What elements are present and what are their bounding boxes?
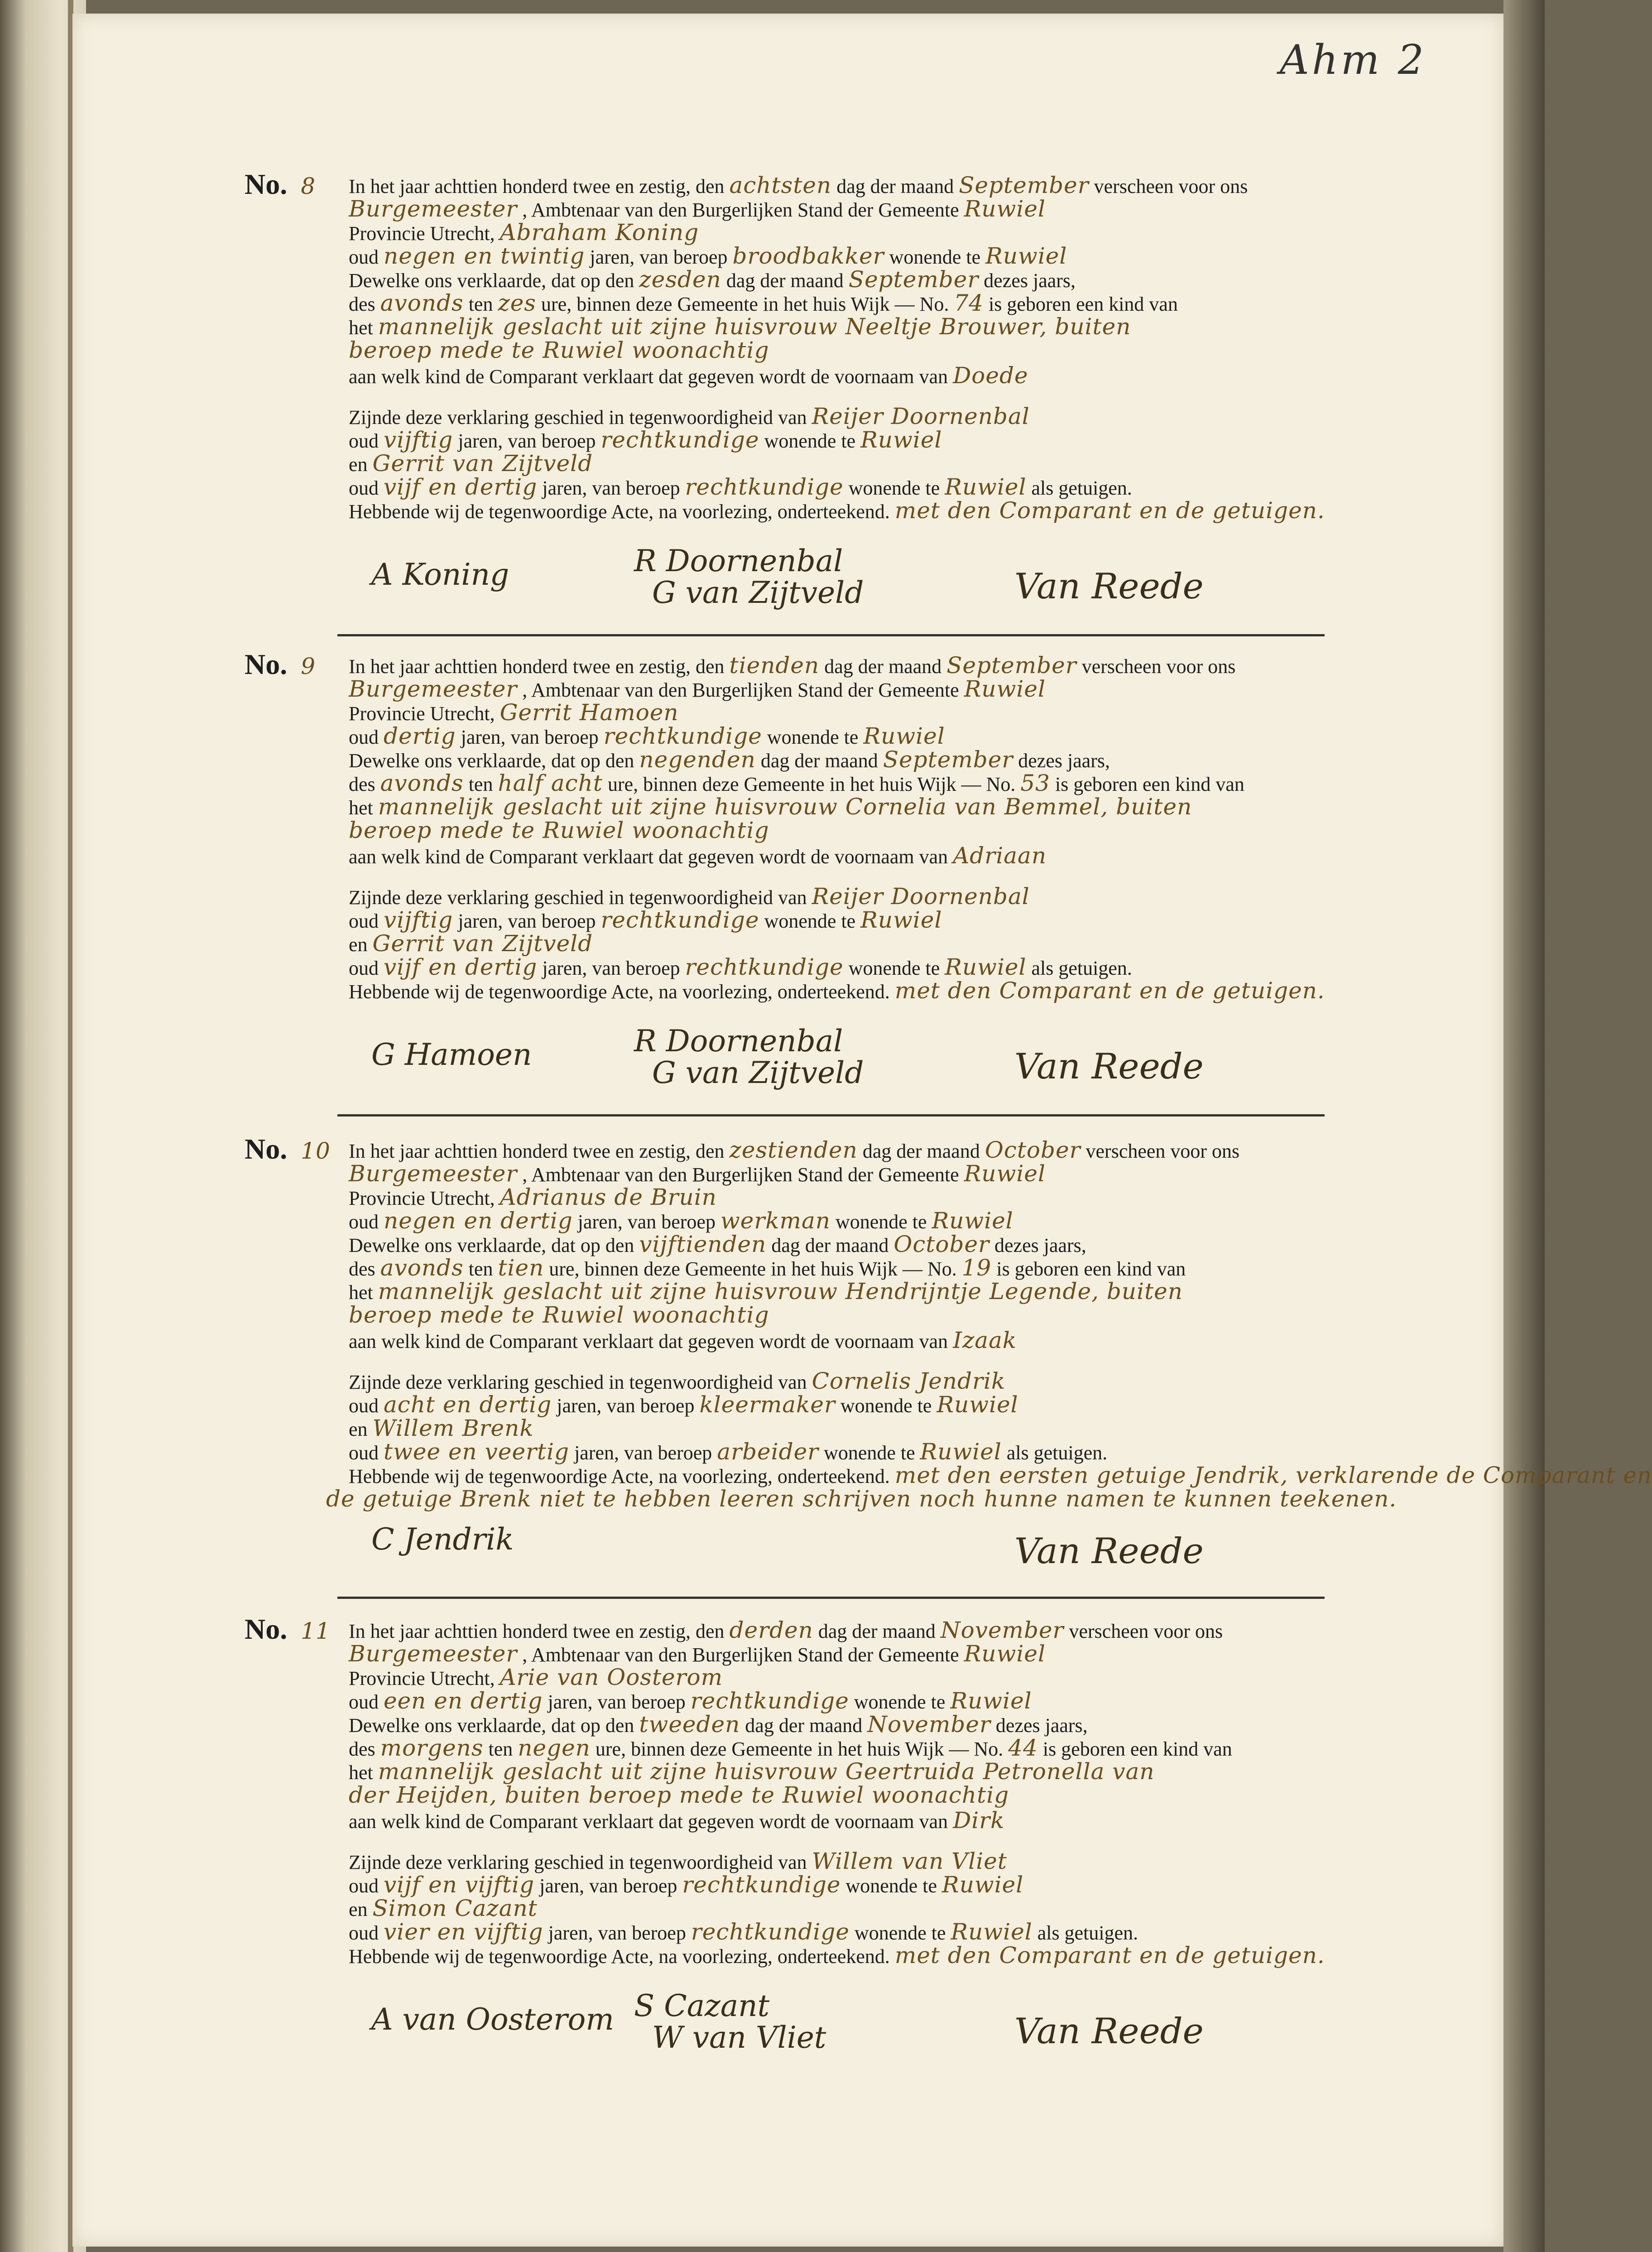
printed-text: oud — [349, 430, 379, 452]
house-number: 53 — [1020, 770, 1050, 796]
birth-month: November — [867, 1711, 991, 1737]
entry-separator — [337, 1597, 1325, 1599]
printed-text: en — [349, 1898, 368, 1920]
father-residence: Ruwiel — [932, 1208, 1013, 1234]
witness-1-age: vijftig — [384, 907, 453, 933]
mother-details-cont: beroep mede te Ruwiel woonachtig — [349, 337, 769, 363]
day-word: derden — [729, 1617, 813, 1643]
printed-text: — No. — [894, 293, 949, 315]
witness-2-name: Gerrit van Zijtveld — [372, 930, 593, 957]
time-of-day: avonds — [380, 770, 464, 796]
municipality: Ruwiel — [964, 1641, 1046, 1667]
printed-text: jaren, van beroep — [574, 1442, 712, 1464]
witness-2-residence: Ruwiel — [951, 1919, 1032, 1945]
father-residence: Ruwiel — [985, 243, 1067, 269]
witness-2-age: twee en veertig — [384, 1439, 570, 1465]
printed-text: als getuigen. — [1006, 1442, 1108, 1464]
municipality: Ruwiel — [964, 1160, 1046, 1187]
month: September — [946, 652, 1077, 678]
child-name: Dirk — [953, 1807, 1005, 1833]
printed-text: oud — [349, 726, 379, 748]
printed-text: als getuigen. — [1031, 477, 1132, 499]
printed-text: wonende te — [764, 430, 856, 452]
closing-note: met den Comparant en de getuigen. — [894, 977, 1325, 1004]
printed-text: In het jaar achttien honderd twee en zestig, den — [349, 1140, 725, 1162]
printed-text: is geboren een kind van — [1055, 773, 1244, 795]
time-of-day: morgens — [380, 1735, 484, 1761]
printed-text: verscheen voor ons — [1081, 655, 1236, 678]
birth-hour: half acht — [498, 770, 603, 796]
signature-official: Van Reede — [1014, 566, 1204, 607]
entry-separator — [337, 1114, 1325, 1116]
birth-hour: tien — [498, 1255, 544, 1281]
closing-note: met den Comparant en de getuigen. — [894, 497, 1325, 524]
printed-text: dezes jaars, — [994, 1234, 1086, 1256]
printed-text: oud — [349, 477, 379, 499]
printed-text: jaren, van beroep — [557, 1395, 695, 1417]
father-name: Adrianus de Bruin — [499, 1184, 717, 1210]
witness-2-age: vijf en dertig — [384, 474, 538, 500]
signature-official: Van Reede — [1014, 1046, 1204, 1087]
father-age: een en dertig — [384, 1688, 543, 1714]
father-residence: Ruwiel — [863, 723, 945, 749]
printed-text: dezes jaars, — [984, 269, 1076, 292]
printed-text: Provincie Utrecht, — [349, 703, 495, 725]
printed-text: In het jaar achttien honderd twee en zestig, den — [349, 655, 725, 678]
father-occupation: werkman — [720, 1208, 831, 1234]
printed-text: het — [349, 1281, 373, 1304]
printed-text: Hebbende wij de tegenwoordige Acte, na voorlezing, onderteekend. — [349, 981, 890, 1003]
printed-text: jaren, van beroep — [577, 1211, 716, 1233]
printed-text: als getuigen. — [1037, 1922, 1138, 1944]
printed-text: Zijnde deze verklaring geschied in tegenwoordigheid van — [349, 1371, 807, 1393]
signature-witness-2: G van Zijtveld — [652, 575, 864, 610]
printed-text: oud — [349, 910, 379, 932]
witness-1-occupation: rechtkundige — [682, 1872, 841, 1898]
mother-details-cont: der Heijden, buiten beroep mede te Ruwiel woonachtig — [349, 1782, 1009, 1808]
signature-official: Van Reede — [1014, 2011, 1204, 2052]
printed-text: aan welk kind de Comparant verklaart dat gegeven wordt de voornaam van — [349, 366, 948, 388]
witness-1-occupation: kleermaker — [699, 1391, 836, 1418]
printed-text: jaren, van beroep — [539, 1875, 677, 1897]
printed-text: wonende te — [835, 1211, 927, 1233]
witness-2-name: Gerrit van Zijtveld — [372, 450, 593, 476]
child-name: Adriaan — [953, 842, 1047, 869]
signature-official: Van Reede — [1014, 1531, 1204, 1572]
printed-text: Dewelke ons verklaarde, dat op den — [349, 1714, 634, 1737]
father-name: Gerrit Hamoen — [499, 699, 679, 726]
birth-hour: negen — [518, 1735, 591, 1761]
printed-text: oud — [349, 1211, 379, 1233]
witness-1-name: Reijer Doornenbal — [812, 883, 1030, 909]
printed-text: wonende te — [848, 477, 940, 499]
child-name: Doede — [953, 362, 1028, 389]
printed-text: dag der maand — [836, 175, 954, 197]
printed-text: Dewelke ons verklaarde, dat op den — [349, 1234, 634, 1256]
witness-1-residence: Ruwiel — [860, 907, 942, 933]
witness-1-name: Willem van Vliet — [812, 1848, 1007, 1874]
printed-text: oud — [349, 1442, 379, 1464]
birth-month: September — [883, 746, 1013, 773]
entry-number: No. 11 — [245, 1613, 331, 1645]
time-of-day: avonds — [380, 1255, 464, 1281]
printed-text: is geboren een kind van — [989, 293, 1178, 315]
printed-text: is geboren een kind van — [1042, 1738, 1232, 1760]
day-word: achtsten — [729, 172, 832, 198]
mother-details: mannelijk geslacht uit zijne huisvrouw Neeltje Brouwer, buiten — [378, 313, 1131, 340]
printed-text: en — [349, 934, 368, 956]
printed-text: jaren, van beroep — [548, 1922, 686, 1944]
witness-2-occupation: rechtkundige — [691, 1919, 850, 1945]
printed-text: des — [349, 773, 375, 795]
witness-2-residence: Ruwiel — [920, 1439, 1002, 1465]
mother-details-cont: beroep mede te Ruwiel woonachtig — [349, 1302, 769, 1328]
witness-2-age: vijf en dertig — [384, 954, 538, 980]
printed-text: Provincie Utrecht, — [349, 222, 495, 245]
house-number: 19 — [961, 1255, 992, 1281]
signature-witness-1: R Doornenbal — [634, 544, 843, 578]
printed-text: wonende te — [845, 1875, 937, 1897]
printed-text: Dewelke ons verklaarde, dat op den — [349, 269, 634, 292]
printed-text: Hebbende wij de tegenwoordige Acte, na voorlezing, onderteekend. — [349, 1465, 890, 1487]
printed-text: dag der maand — [824, 655, 942, 678]
printed-text: dag der maand — [760, 750, 878, 772]
printed-text: wonende te — [848, 957, 940, 979]
printed-text: ure, binnen deze Gemeente in het huis Wijk — [541, 293, 890, 315]
birth-day: negenden — [639, 746, 756, 773]
birth-day: zesden — [639, 266, 721, 293]
witness-2-age: vier en vijftig — [384, 1919, 543, 1945]
printed-text: is geboren een kind van — [996, 1258, 1186, 1280]
signature-declarant: G Hamoen — [371, 1037, 532, 1072]
printed-text: , Ambtenaar van den Burgerlijken Stand der Gemeente — [522, 679, 959, 701]
printed-text: oud — [349, 1875, 379, 1897]
printed-text: ten — [468, 1258, 493, 1280]
printed-text: ure, binnen deze Gemeente in het huis Wijk — [607, 773, 956, 795]
printed-text: dezes jaars, — [995, 1714, 1088, 1737]
month: November — [940, 1617, 1064, 1643]
witness-1-residence: Ruwiel — [860, 427, 942, 453]
birth-month: October — [893, 1231, 990, 1257]
witness-1-residence: Ruwiel — [942, 1872, 1024, 1898]
printed-text: jaren, van beroep — [458, 910, 596, 932]
father-occupation: broodbakker — [732, 243, 884, 269]
printed-text: ure, binnen deze Gemeente in het huis Wijk — [595, 1738, 944, 1760]
printed-text: dag der maand — [726, 269, 844, 292]
printed-text: ure, binnen deze Gemeente in het huis Wijk — [549, 1258, 898, 1280]
printed-text: jaren, van beroep — [542, 957, 680, 979]
witness-2-residence: Ruwiel — [945, 474, 1027, 500]
printed-text: Provincie Utrecht, — [349, 1187, 495, 1209]
printed-text: verscheen voor ons — [1085, 1140, 1240, 1162]
witness-1-occupation: rechtkundige — [600, 907, 759, 933]
witness-1-name: Cornelis Jendrik — [812, 1368, 1006, 1394]
father-age: negen en dertig — [384, 1208, 573, 1234]
birth-month: September — [848, 266, 979, 293]
printed-text: dag der maand — [771, 1234, 889, 1256]
closing-note-cont: de getuige Brenk niet te hebben leeren schrijven noch hunne namen te kunnen teekenen. — [326, 1486, 1397, 1512]
official-title: Burgemeester — [349, 196, 518, 222]
printed-text: en — [349, 453, 368, 476]
printed-text: — No. — [902, 1258, 957, 1280]
printed-text: ten — [468, 773, 493, 795]
time-of-day: avonds — [380, 290, 464, 316]
witness-2-name: Willem Brenk — [372, 1415, 534, 1441]
house-number: 74 — [954, 290, 984, 316]
printed-text: — No. — [961, 773, 1016, 795]
printed-text: Dewelke ons verklaarde, dat op den — [349, 750, 634, 772]
printed-text: oud — [349, 246, 379, 268]
printed-text: In het jaar achttien honderd twee en zestig, den — [349, 1620, 725, 1642]
birth-hour: zes — [498, 290, 537, 316]
witness-1-age: acht en dertig — [384, 1391, 552, 1418]
book-edge — [1503, 0, 1545, 2252]
signature-declarant: C Jendrik — [371, 1522, 514, 1557]
printed-text: jaren, van beroep — [590, 246, 728, 268]
entry-number: No. 8 — [245, 168, 316, 200]
printed-text: verscheen voor ons — [1094, 175, 1248, 197]
witness-1-name: Reijer Doornenbal — [812, 403, 1030, 429]
signature-declarant: A Koning — [371, 557, 509, 592]
printed-text: Provincie Utrecht, — [349, 1667, 495, 1689]
printed-text: Hebbende wij de tegenwoordige Acte, na voorlezing, onderteekend. — [349, 500, 890, 523]
printed-text: Zijnde deze verklaring geschied in tegenwoordigheid van — [349, 886, 807, 909]
entry-separator — [337, 634, 1325, 636]
witness-2-occupation: rechtkundige — [685, 474, 844, 500]
month: October — [984, 1137, 1081, 1163]
printed-text: Zijnde deze verklaring geschied in tegenwoordigheid van — [349, 1851, 807, 1873]
witness-1-residence: Ruwiel — [936, 1391, 1018, 1418]
father-age: negen en twintig — [384, 243, 585, 269]
father-residence: Ruwiel — [950, 1688, 1032, 1714]
printed-text: dag der maand — [745, 1714, 863, 1737]
signature-declarant: A van Oosterom — [371, 2002, 614, 2037]
witness-2-occupation: rechtkundige — [685, 954, 844, 980]
mother-details: mannelijk geslacht uit zijne huisvrouw Hendrijntje Legende, buiten — [378, 1278, 1183, 1304]
witness-2-residence: Ruwiel — [945, 954, 1027, 980]
printed-text: aan welk kind de Comparant verklaart dat gegeven wordt de voornaam van — [349, 846, 948, 868]
printed-text: wonende te — [824, 1442, 915, 1464]
printed-text: oud — [349, 957, 379, 979]
printed-text: het — [349, 797, 373, 819]
printed-text: des — [349, 293, 375, 315]
printed-text: oud — [349, 1691, 379, 1713]
father-name: Arie van Oosterom — [499, 1664, 723, 1690]
witness-2-occupation: arbeider — [717, 1439, 819, 1465]
birth-day: vijftienden — [639, 1231, 767, 1257]
day-word: zestienden — [729, 1137, 858, 1163]
printed-text: dag der maand — [862, 1140, 980, 1162]
entry-number: No. 9 — [245, 648, 316, 680]
mother-details: mannelijk geslacht uit zijne huisvrouw Geertruida Petronella van — [378, 1758, 1155, 1785]
printed-text: jaren, van beroep — [461, 726, 599, 748]
printed-text: jaren, van beroep — [547, 1691, 686, 1713]
printed-text: het — [349, 1761, 373, 1784]
printed-text: des — [349, 1258, 375, 1280]
printed-text: wonende te — [889, 246, 981, 268]
printed-text: wonende te — [854, 1691, 946, 1713]
register-page — [72, 14, 1503, 2247]
printed-text: Zijnde deze verklaring geschied in tegenwoordigheid van — [349, 406, 807, 428]
father-name: Abraham Koning — [499, 219, 699, 245]
printed-text: het — [349, 317, 373, 339]
printed-text: jaren, van beroep — [542, 477, 680, 499]
official-title: Burgemeester — [349, 1160, 518, 1187]
birth-day: tweeden — [639, 1711, 740, 1737]
witness-2-name: Simon Cazant — [372, 1895, 538, 1921]
month: September — [959, 172, 1089, 198]
witness-1-age: vijftig — [384, 427, 453, 453]
printed-text: , Ambtenaar van den Burgerlijken Stand der Gemeente — [522, 1644, 959, 1666]
printed-text: des — [349, 1738, 375, 1760]
printed-text: oud — [349, 1922, 379, 1944]
printed-text: jaren, van beroep — [458, 430, 596, 452]
printed-text: aan welk kind de Comparant verklaart dat gegeven wordt de voornaam van — [349, 1810, 948, 1833]
printed-text: verscheen voor ons — [1069, 1620, 1223, 1642]
mother-details-cont: beroep mede te Ruwiel woonachtig — [349, 817, 769, 843]
witness-1-occupation: rechtkundige — [600, 427, 759, 453]
printed-text: aan welk kind de Comparant verklaart dat gegeven wordt de voornaam van — [349, 1330, 948, 1352]
signature-witness-2: W van Vliet — [652, 2020, 826, 2055]
printed-text: wonende te — [764, 910, 856, 932]
closing-note: met den Comparant en de getuigen. — [894, 1942, 1325, 1968]
entry-number: No. 10 — [245, 1133, 331, 1165]
official-title: Burgemeester — [349, 1641, 518, 1667]
printed-text: In het jaar achttien honderd twee en zestig, den — [349, 175, 725, 197]
printed-text: dezes jaars, — [1018, 750, 1110, 772]
father-age: dertig — [384, 723, 456, 749]
child-name: Izaak — [953, 1327, 1017, 1353]
printed-text: als getuigen. — [1031, 957, 1132, 979]
printed-text: en — [349, 1418, 368, 1440]
mother-details: mannelijk geslacht uit zijne huisvrouw Cornelia van Bemmel, buiten — [378, 794, 1192, 820]
municipality: Ruwiel — [964, 676, 1046, 702]
printed-text: , Ambtenaar van den Burgerlijken Stand der Gemeente — [522, 1164, 959, 1186]
official-title: Burgemeester — [349, 676, 518, 702]
folio-number: Ahm 2 — [1279, 36, 1426, 84]
municipality: Ruwiel — [964, 196, 1046, 222]
printed-text: ten — [488, 1738, 513, 1760]
signature-witness-1: R Doornenbal — [634, 1024, 843, 1059]
father-occupation: rechtkundige — [690, 1688, 849, 1714]
house-number: 44 — [1008, 1735, 1038, 1761]
printed-text: ten — [468, 293, 493, 315]
day-word: tienden — [729, 652, 820, 678]
witness-1-age: vijf en vijftig — [384, 1872, 535, 1898]
printed-text: wonende te — [854, 1922, 946, 1944]
father-occupation: rechtkundige — [603, 723, 762, 749]
printed-text: wonende te — [767, 726, 859, 748]
printed-text: oud — [349, 1395, 379, 1417]
printed-text: dag der maand — [818, 1620, 936, 1642]
printed-text: Hebbende wij de tegenwoordige Acte, na voorlezing, onderteekend. — [349, 1945, 890, 1968]
printed-text: wonende te — [840, 1395, 932, 1417]
printed-text: — No. — [949, 1738, 1004, 1760]
signature-witness-2: G van Zijtveld — [652, 1055, 864, 1090]
signature-witness-1: S Cazant — [634, 1988, 770, 2023]
closing-note: met den eersten getuige Jendrik, verklarende de Comparant en — [894, 1462, 1652, 1488]
printed-text: , Ambtenaar van den Burgerlijken Stand der Gemeente — [522, 199, 959, 221]
